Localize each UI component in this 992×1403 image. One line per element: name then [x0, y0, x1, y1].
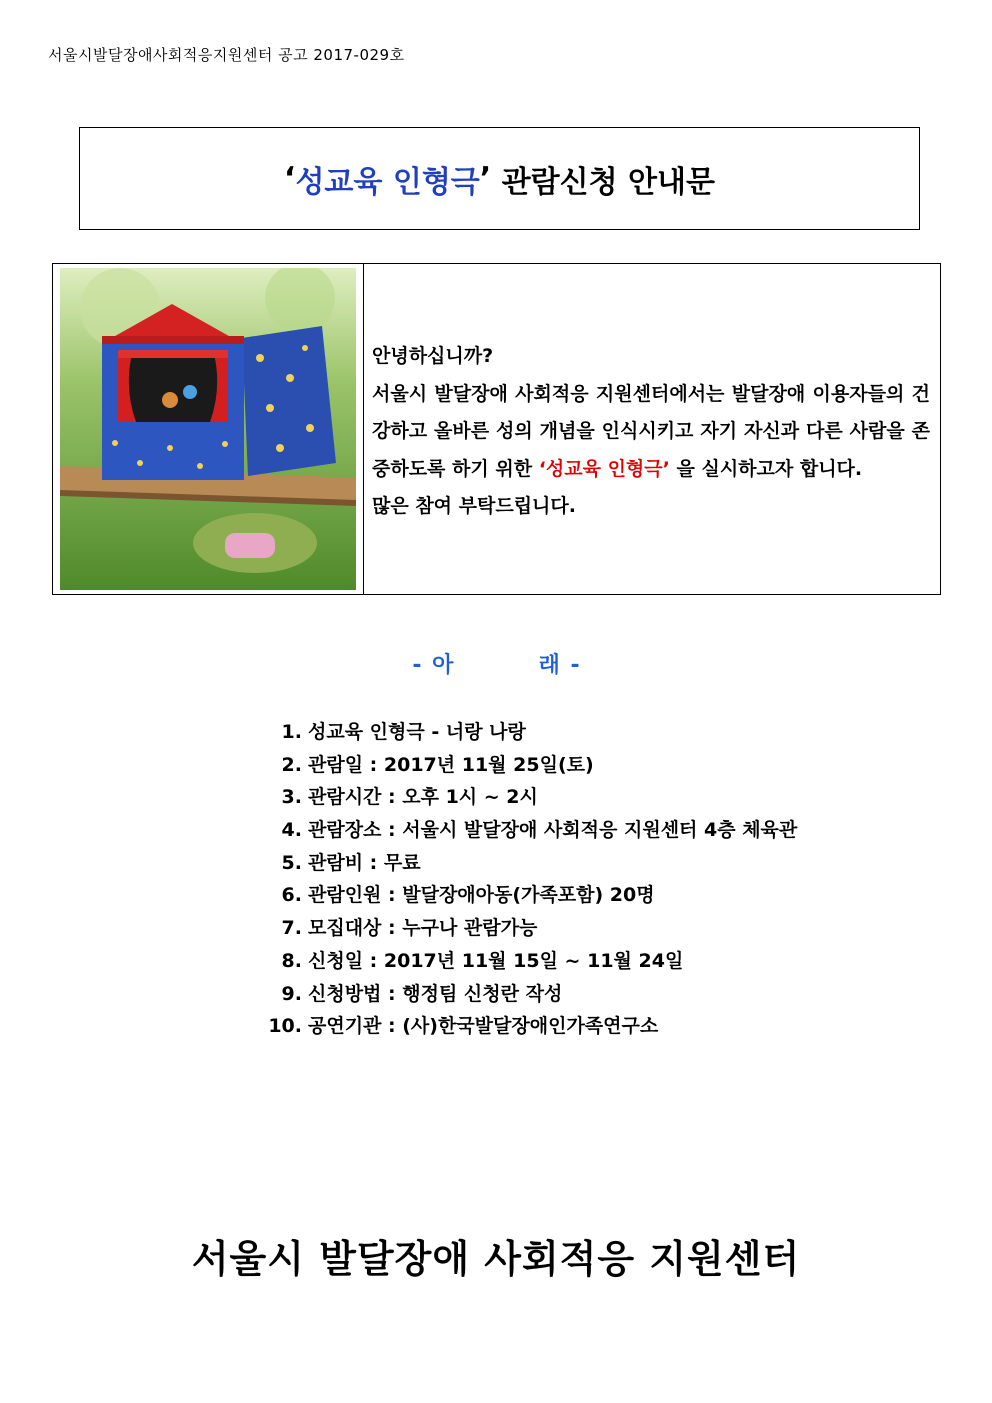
intro-highlight: ‘성교육 인형극’: [538, 457, 670, 480]
list-item: [268, 847, 797, 880]
notice-number: 서울시발달장애사회적응지원센터 공고 2017-029호: [48, 46, 405, 64]
item-text: 성교육 인형극 - 너랑 나랑: [308, 721, 526, 743]
item-text: 신청방법 : 행정팀 신청란 작성: [308, 982, 563, 1005]
greeting: 안녕하십니까?: [372, 345, 494, 367]
list-item: [268, 749, 797, 782]
details-list: [268, 716, 797, 1043]
item-text: 관람인원 : 발달장애아동(가족포함) 20명: [308, 884, 655, 907]
item-text: 관람비 : 무료: [308, 851, 421, 874]
item-text: 신청일 : 2017년 11월 15일 ~ 11월 24일: [308, 949, 684, 972]
item-number: 5.: [281, 851, 302, 874]
item-text: 모집대상 : 누구나 관람가능: [308, 917, 538, 940]
list-item: [268, 814, 797, 847]
item-number: 4.: [281, 819, 302, 842]
intro-body-after: 을 실시하고자 합니다.: [669, 457, 863, 480]
item-number: 7.: [281, 917, 302, 940]
page-title: [79, 127, 920, 230]
intro-text: [364, 264, 940, 594]
section-heading: - 아 래 -: [412, 653, 580, 678]
item-number: 6.: [281, 884, 302, 907]
list-item: [268, 781, 797, 814]
item-text: 관람시간 : 오후 1시 ~ 2시: [308, 786, 538, 809]
puppet-theater-photo: [53, 264, 364, 594]
item-number: 9.: [281, 982, 302, 1005]
intro-body: [372, 376, 930, 489]
intro-body-before: 서울시 발달장애 사회적응 지원센터에서는 발달장애 이용자들의 건강하고 올바른 성의 개념을 인식시키고 자기 자신과 다른 사람을 존중하도록 하기 위한: [372, 382, 930, 480]
list-item: [268, 879, 797, 912]
list-item: [268, 978, 797, 1011]
item-text: 관람일 : 2017년 11월 25일(토): [308, 753, 594, 776]
puppet-theater-image: [60, 268, 356, 590]
item-number: 8.: [281, 949, 302, 972]
intro-table: [52, 263, 941, 595]
list-item: [268, 912, 797, 945]
title-accent: 성교육 인형극: [295, 164, 480, 200]
list-item: [268, 945, 797, 978]
item-text: 관람장소 : 서울시 발달장애 사회적응 지원센터 4층 체육관: [308, 819, 798, 842]
item-text: 공연기관 : (사)한국발달장애인가족연구소: [308, 1015, 659, 1038]
list-item: [268, 716, 797, 749]
footer-organization: 서울시 발달장애 사회적응 지원센터: [191, 1237, 801, 1281]
item-number: 1.: [281, 721, 302, 743]
item-number: 3.: [281, 786, 302, 809]
list-item: [268, 1010, 797, 1043]
intro-closing: 많은 참여 부탁드립니다.: [372, 495, 576, 517]
title-quote-close: ’: [479, 161, 492, 196]
title-quote-open: ‘: [284, 161, 296, 196]
item-number: 2.: [281, 753, 302, 776]
item-number: 10.: [268, 1015, 302, 1038]
title-rest: 관람신청 안내문: [491, 164, 715, 200]
